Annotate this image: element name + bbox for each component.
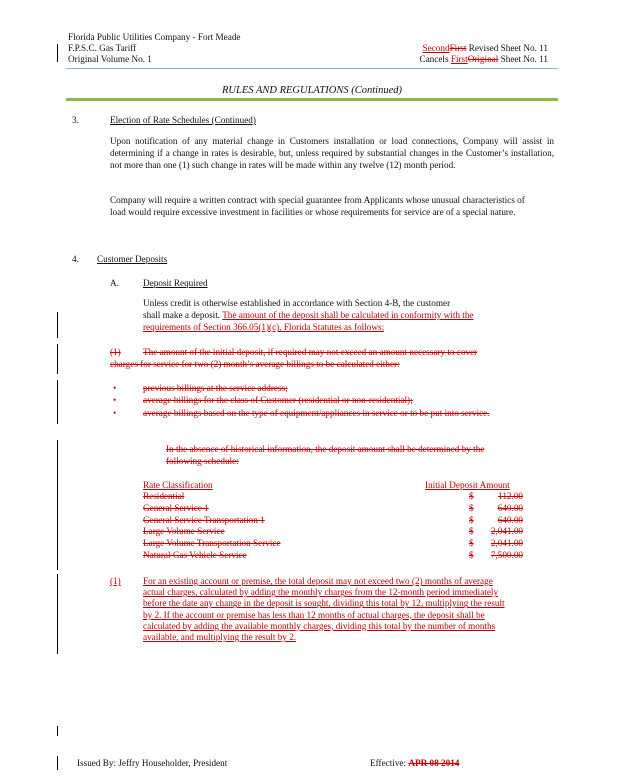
sheet-number: SecondFirst Revised Sheet No. 11 bbox=[422, 43, 548, 53]
new-item-text bbox=[143, 576, 555, 643]
sheet-struck-word: First bbox=[449, 43, 467, 53]
page-title: RULES AND REGULATIONS (Continued) bbox=[222, 85, 402, 96]
company-name: Florida Public Utilities Company - Fort Meade bbox=[68, 32, 241, 42]
bullet-item: average billings for the class of Customer (residential or non-residential); bbox=[143, 395, 413, 405]
table-row: Large Volume Transportation Service $ 2,041.00 bbox=[143, 538, 523, 549]
header-rule bbox=[66, 68, 558, 69]
change-bar bbox=[57, 726, 58, 736]
header-left bbox=[68, 32, 241, 65]
section-4-number: 4. bbox=[72, 254, 79, 264]
change-bar bbox=[57, 440, 58, 570]
struck-item-line-1: The amount of the initial deposit, if required may not exceed an amount necessary to cover bbox=[143, 347, 478, 357]
effective-date-struck: APR 08 2014 bbox=[408, 758, 460, 768]
cancels-struck-word: Original bbox=[467, 54, 499, 64]
bullet-item: average billings based on the type of equipment/appliances in service or to be put into service. bbox=[143, 408, 490, 418]
change-bar bbox=[57, 312, 58, 338]
new-item-number: (1) bbox=[110, 576, 121, 586]
table-row: Natural Gas Vehicle Service $ 7,500.00 bbox=[143, 549, 523, 560]
table-row: General Service 1 $ 640.00 bbox=[143, 502, 523, 513]
table-row: Residential $ 112.00 bbox=[143, 491, 523, 501]
subsection-a-letter: A. bbox=[110, 278, 119, 288]
table-row: General Service Transportation 1 $ 640.00 bbox=[143, 514, 523, 525]
bullet-glyph: • bbox=[113, 395, 117, 405]
new-item-line: For an existing account or premise, the total deposit may not exceed two (2) months of average bbox=[143, 576, 493, 586]
cancels-new-word: First bbox=[450, 54, 468, 64]
absence-line-1: In the absence of historical information, the deposit amount shall be determined by the bbox=[166, 444, 485, 454]
table-header-rate: Rate Classification bbox=[143, 480, 213, 490]
issued-by: Issued By: Jeffry Householder, President bbox=[77, 758, 228, 768]
deposit-intro-line-2: shall make a deposit. The amount of the deposit shall be calculated in conformity with the bbox=[143, 310, 474, 320]
new-item-line: before the date any change in the deposit is sought, dividing this total by 12, multiplying the result bbox=[143, 598, 505, 609]
deposit-intro-line-1: Unless credit is otherwise established in accordance with Section 4-B, the customer bbox=[143, 298, 451, 308]
section-3-paragraph-1: Upon notification of any material change in Customers installation or load connections, Company will assist in determining if a change in rates is desirable, but, unless required by substantial changes in the Customer’s installation, not more than one (1) such change in rates will be made within any twelve (12) month period. bbox=[110, 136, 554, 170]
change-bar bbox=[57, 344, 58, 374]
section-3-paragraph-2: Company will require a written contract with special guarantee from Applicants whose unusual characteristics of load would require excessive investment in facilities or whose requirements for service are of a special nature. bbox=[110, 195, 525, 217]
table-row: Large Volume Service $ 2,041.00 bbox=[143, 526, 523, 537]
deposit-table bbox=[143, 491, 553, 562]
bullet-item: previous billings at the service address; bbox=[143, 383, 288, 393]
new-item-line: by 2. If the account or premise has less than 12 months of actual charges, the deposit shall be bbox=[143, 609, 485, 620]
absence-line-2: following schedule: bbox=[166, 456, 239, 466]
cancels-sheet: Cancels FirstOriginal Sheet No. 11 bbox=[419, 54, 548, 64]
change-bar bbox=[57, 756, 58, 770]
change-bar bbox=[57, 380, 58, 424]
effective-date: Effective: APR 08 2014 bbox=[370, 758, 460, 768]
new-item-line: available, and multiplying the result by 2. bbox=[143, 632, 297, 643]
change-bar bbox=[57, 44, 58, 62]
bullet-glyph: • bbox=[113, 383, 117, 393]
section-3-number: 3. bbox=[72, 115, 79, 125]
header-right bbox=[419, 43, 548, 65]
struck-item-number: (1) bbox=[110, 347, 121, 357]
sheet-new-word: Second bbox=[422, 43, 450, 53]
change-bar bbox=[57, 574, 58, 654]
section-4-heading: Customer Deposits bbox=[97, 254, 168, 264]
bullet-glyph: • bbox=[113, 408, 117, 418]
section-3-heading: Election of Rate Schedules (Continued) bbox=[110, 115, 256, 125]
volume-number: Original Volume No. 1 bbox=[68, 54, 152, 64]
subsection-a-heading: Deposit Required bbox=[143, 278, 208, 288]
struck-item-line-2: charges for service for two (2) month’s average billings to be calculated either: bbox=[110, 359, 400, 369]
new-item-line: calculated by adding the available monthly charges, dividing this total by the number of months bbox=[143, 620, 496, 631]
tariff-name: F.P.S.C. Gas Tariff bbox=[68, 43, 137, 53]
title-rule bbox=[66, 98, 558, 101]
new-item-line: actual charges, calculated by adding the monthly charges from the 12-month period immediately bbox=[143, 587, 499, 598]
deposit-intro-line-3: requirements of Section 366.05(1)(c), Florida Statutes as follows: bbox=[143, 322, 385, 332]
table-header-amount: Initial Deposit Amount bbox=[425, 480, 510, 490]
